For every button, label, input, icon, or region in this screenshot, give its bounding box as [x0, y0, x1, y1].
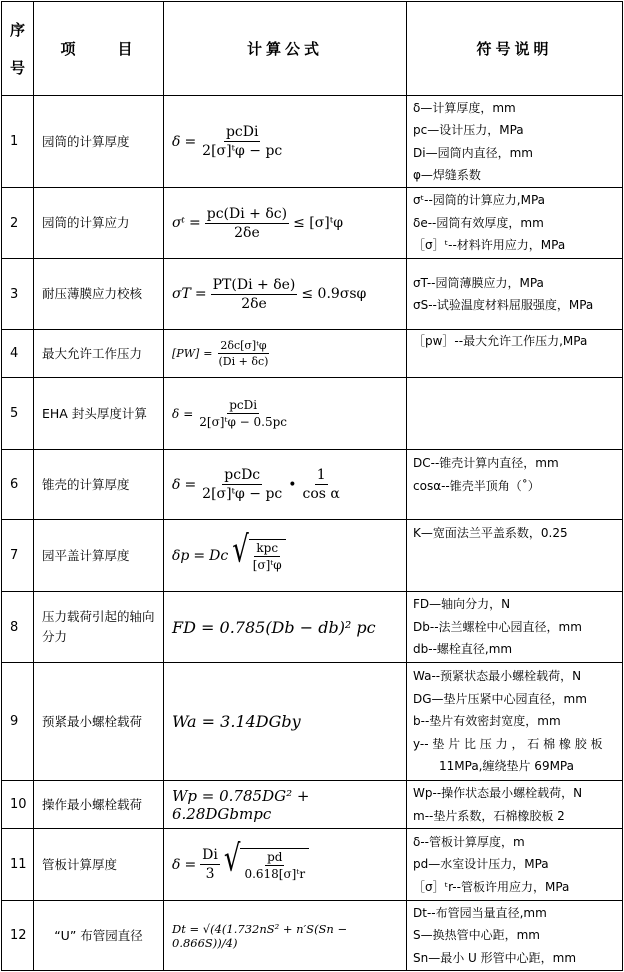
row-desc: δ--管板计算厚度，m pd—水室设计压力，MPa ［σ］ᵗr--管板许用应力，MPa	[407, 829, 623, 901]
row-formula: δ = $\frac{\text{pcDi}}{\text{2[σ]ᵗφ − 0.5pc}}$	[164, 378, 407, 450]
table-row	[2, 781, 623, 829]
row-formula: δ = $\frac{\text{pcDi}}{\text{2[σ]ᵗφ − pc}}$	[164, 96, 407, 188]
row-no: 11	[2, 829, 34, 901]
table-row	[2, 188, 623, 259]
row-desc	[407, 378, 623, 450]
row-item: 操作最小螺栓载荷	[34, 781, 164, 829]
row-no: 12	[2, 901, 34, 971]
row-formula: Wa = 3.14DGby	[164, 663, 407, 781]
row-formula: [PW] = $\frac{\text{2δc[σ]ᵗφ}}{(Di + \delta c)}$	[164, 330, 407, 378]
table-row	[2, 450, 623, 520]
row-no: 7	[2, 520, 34, 592]
row-no: 8	[2, 592, 34, 663]
table-row	[2, 592, 623, 663]
table-row	[2, 330, 623, 378]
row-desc: δ—计算厚度，mm pc—设计压力，MPa Di—园筒内直径，mm φ—焊缝系数	[407, 96, 623, 188]
row-desc: Dt--布管园当量直径,mm S—换热管中心距，mm Sn—最小 U 形管中心距，mm	[407, 901, 623, 971]
row-desc: σᵗ--园筒的计算应力,MPa δe--园筒有效厚度，mm ［σ］ᵗ--材料许用应力，MPa	[407, 188, 623, 259]
row-desc: Wp--操作状态最小螺栓载荷，N m--垫片系数，石棉橡胶板 2	[407, 781, 623, 829]
row-item: 预紧最小螺栓载荷	[34, 663, 164, 781]
table-row	[2, 96, 623, 188]
row-item: 压力载荷引起的轴向分力	[34, 592, 164, 663]
row-formula: δp = Dc √ $\frac{\text{kpc}}{\text{[σ]ᵗφ}}$	[164, 520, 407, 592]
row-item: 最大允许工作压力	[34, 330, 164, 378]
table-row	[2, 901, 623, 971]
row-item: 管板计算厚度	[34, 829, 164, 901]
row-item: 锥壳的计算厚度	[34, 450, 164, 520]
row-no: 5	[2, 378, 34, 450]
row-item: 园平盖计算厚度	[34, 520, 164, 592]
row-item: 园筒的计算厚度	[34, 96, 164, 188]
row-formula: σT = $\frac{PT(Di + \delta e)}{2\delta e}$ ≤ 0.9σsφ	[164, 259, 407, 330]
header-item: 项 目	[34, 2, 164, 96]
row-item: EHA 封头厚度计算	[34, 378, 164, 450]
header-no: 序 号	[2, 2, 34, 96]
row-desc: K—宽面法兰平盖系数，0.25	[407, 520, 623, 592]
row-item: “U” 布管园直径	[34, 901, 164, 971]
row-no: 2	[2, 188, 34, 259]
row-no: 1	[2, 96, 34, 188]
row-desc: DC--锥壳计算内直径，mm cosα--锥壳半顶角（˚）	[407, 450, 623, 520]
table-row	[2, 520, 623, 592]
row-formula: σᵗ = $\frac{pc(Di + \delta c)}{2\delta e}$ ≤ [σ]ᵗφ	[164, 188, 407, 259]
row-no: 9	[2, 663, 34, 781]
row-formula: FD = 0.785(Db − db)² pc	[164, 592, 407, 663]
row-item: 园筒的计算应力	[34, 188, 164, 259]
row-formula: Wp = 0.785DG² + 6.28DGbmpc	[164, 781, 407, 829]
row-no: 4	[2, 330, 34, 378]
header-row	[2, 2, 623, 96]
row-no: 3	[2, 259, 34, 330]
row-desc: σT--园筒薄膜应力，MPa σS--试验温度材料屈服强度，MPa	[407, 259, 623, 330]
row-desc: FD—轴向分力，N Db--法兰螺栓中心园直径，mm db--螺栓直径,mm	[407, 592, 623, 663]
header-formula: 计算公式	[164, 2, 407, 96]
row-no: 10	[2, 781, 34, 829]
row-desc: Wa--预紧状态最小螺栓载荷，N DG—垫片压紧中心园直径，mm b--垫片有效密封宽度，mm y-- 垫 片 比 压 力 ， 石 棉 橡 胶 板 11MPa,缠绕垫片 69MPa	[407, 663, 623, 781]
table-row	[2, 829, 623, 901]
table-row	[2, 259, 623, 330]
row-formula: Dt = √(4(1.732nS² + n′S(Sn − 0.866S))/4)	[164, 901, 407, 971]
row-item: 耐压薄膜应力校核	[34, 259, 164, 330]
table-row	[2, 663, 623, 781]
table-row	[2, 378, 623, 450]
header-desc: 符号说明	[407, 2, 623, 96]
row-formula: δ = $\frac{Di}{3}$ √ $\frac{pd}{\text{0.618[σ]ᵗr}}$	[164, 829, 407, 901]
row-no: 6	[2, 450, 34, 520]
formula-table	[1, 1, 623, 971]
row-formula: δ = $\frac{\text{pcDc}}{\text{2[σ]ᵗφ − pc}}$ • $\frac{1}{\text{cos α}}$	[164, 450, 407, 520]
row-desc: ［pw］--最大允许工作压力,MPa	[407, 330, 623, 378]
